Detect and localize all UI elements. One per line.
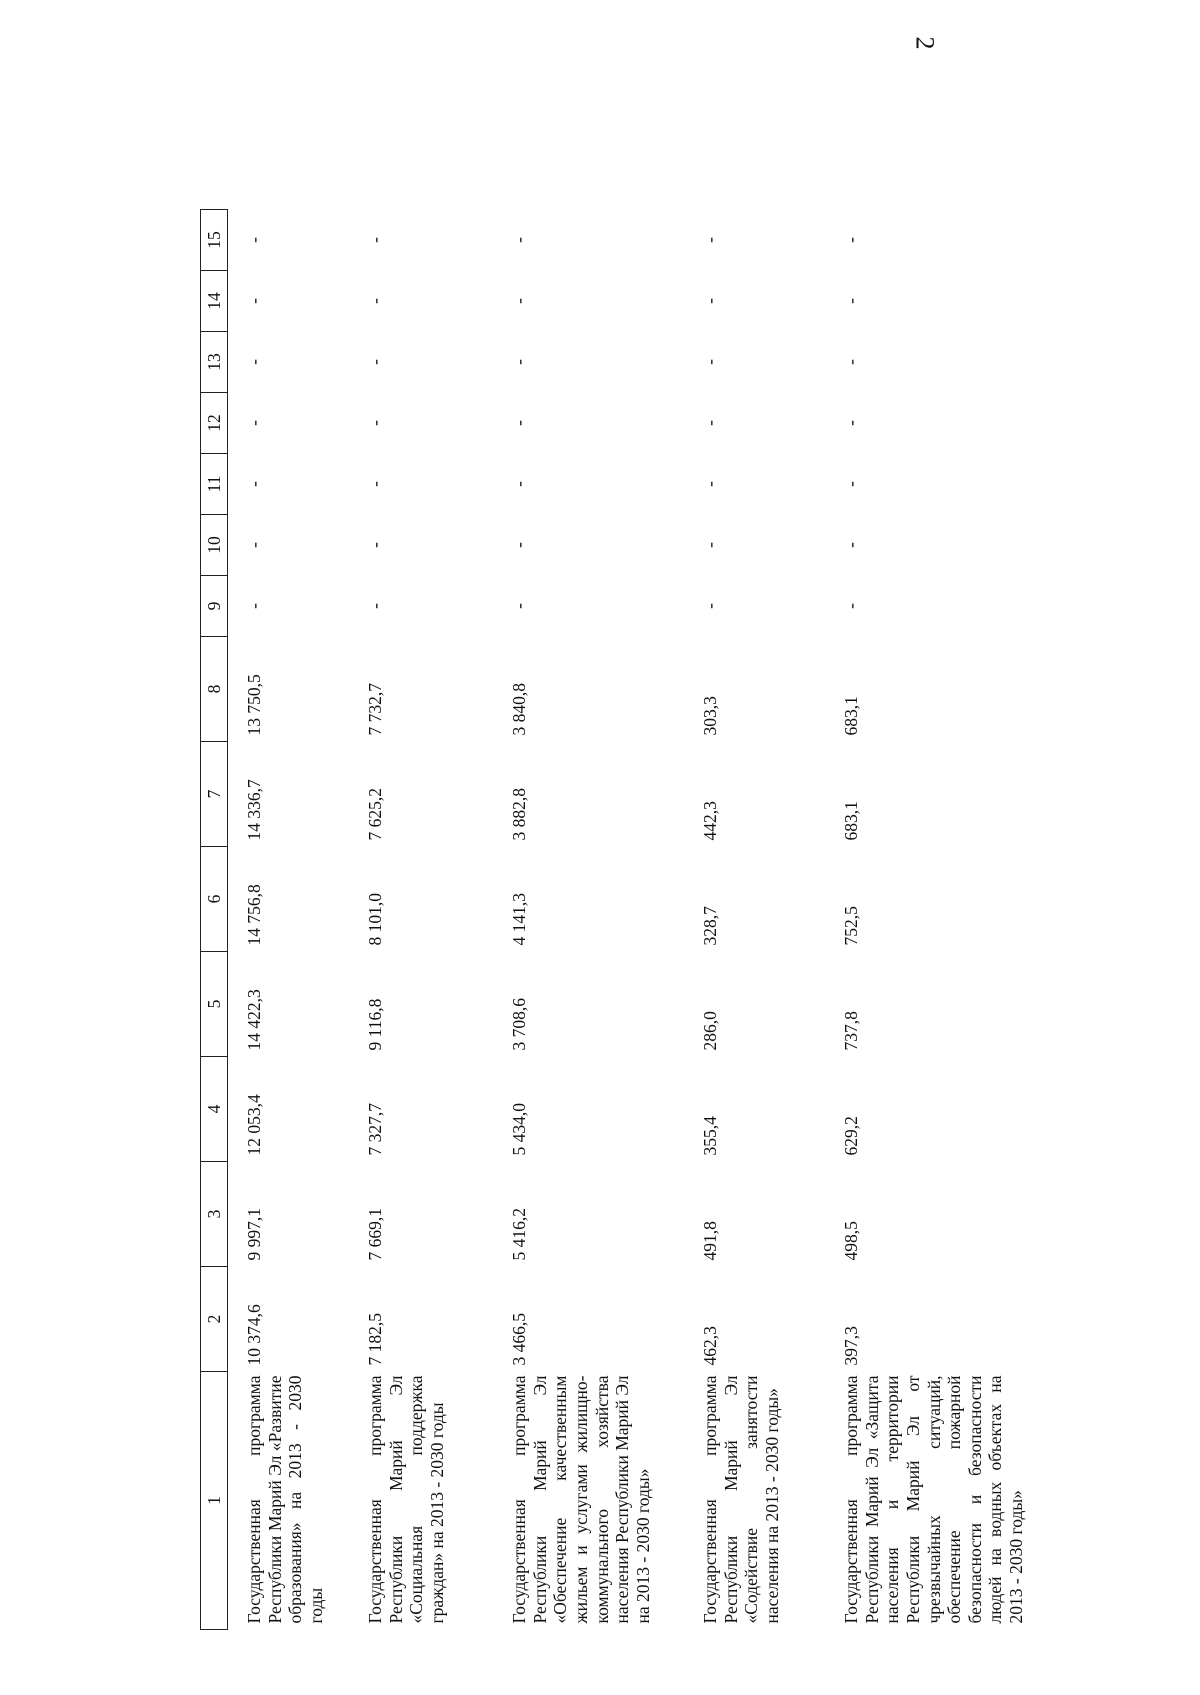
value-cell: - [509, 420, 529, 426]
value-cell: 10 374,6 [244, 1304, 264, 1366]
value-cell: 5 416,2 [509, 1208, 529, 1261]
value-cell: - [841, 237, 861, 243]
column-header: 5 [201, 952, 228, 1057]
value-cell: - [365, 481, 385, 487]
rotated-table-stage [200, 20, 1027, 1630]
value-cell: - [700, 420, 720, 426]
value-cell: - [700, 359, 720, 365]
column-header: 1 [201, 1372, 228, 1630]
value-cell: 7 732,7 [365, 683, 385, 736]
value-cell: - [244, 603, 264, 609]
value-cell: 3 466,5 [509, 1313, 529, 1366]
value-cell: 5 434,0 [509, 1103, 529, 1156]
program-description: Государственная программа Республики Марий Эл «Обеспечение качественным жильем и услугами жилищно-коммунального хозяйства населения Республики Марий Эл на 2013 - 2030 годы» [509, 1375, 653, 1624]
table-row [825, 210, 1037, 1630]
page-number: 2 [910, 36, 940, 50]
value-cell: - [244, 481, 264, 487]
header-row [201, 210, 228, 1630]
value-cell: - [365, 542, 385, 548]
budget-table [200, 209, 1037, 1630]
column-header: 6 [201, 847, 228, 952]
value-cell: - [244, 359, 264, 365]
value-cell: 8 101,0 [365, 893, 385, 946]
column-header: 9 [201, 576, 228, 637]
value-cell: - [365, 603, 385, 609]
table-row [349, 210, 493, 1630]
value-cell: - [244, 542, 264, 548]
value-cell: 13 750,5 [244, 674, 264, 736]
value-cell: 491,8 [700, 1221, 720, 1261]
value-cell: - [509, 237, 529, 243]
value-cell: 629,2 [841, 1116, 861, 1156]
column-header: 7 [201, 742, 228, 847]
value-cell: 683,1 [841, 696, 861, 736]
value-cell: - [509, 542, 529, 548]
value-cell: 14 756,8 [244, 884, 264, 946]
column-header: 15 [201, 210, 228, 271]
value-cell: - [365, 237, 385, 243]
value-cell: 355,4 [700, 1116, 720, 1156]
value-cell: 9 997,1 [244, 1208, 264, 1261]
value-cell: - [841, 481, 861, 487]
value-cell: - [841, 298, 861, 304]
value-cell: 303,3 [700, 696, 720, 736]
value-cell: 7 327,7 [365, 1103, 385, 1156]
value-cell: 498,5 [841, 1221, 861, 1261]
column-header: 11 [201, 454, 228, 515]
column-header: 10 [201, 515, 228, 576]
value-cell: 14 336,7 [244, 779, 264, 841]
value-cell: - [841, 420, 861, 426]
value-cell: 286,0 [700, 1011, 720, 1051]
value-cell: - [509, 359, 529, 365]
value-cell: - [365, 420, 385, 426]
value-cell: - [841, 542, 861, 548]
value-cell: 752,5 [841, 906, 861, 946]
value-cell: - [244, 237, 264, 243]
program-description: Государственная программа Республики Марий Эл «Защита населения и территории Республики Марий Эл от чрезвычайных ситуаций, обеспечение пожарной безопасности и безопасности людей на водных объектах на 2013 - 2030 годы» [841, 1375, 1027, 1624]
program-description: Государственная программа Республики Марий Эл «Содействие занятости населения на 2013 - 2030 годы» [700, 1375, 782, 1624]
value-cell: - [700, 298, 720, 304]
value-cell: - [365, 359, 385, 365]
table-row [228, 210, 350, 1630]
table-row [684, 210, 825, 1630]
value-cell: 7 669,1 [365, 1208, 385, 1261]
column-header: 3 [201, 1162, 228, 1267]
value-cell: - [700, 542, 720, 548]
column-header: 4 [201, 1057, 228, 1162]
value-cell: 3 840,8 [509, 683, 529, 736]
value-cell: - [244, 420, 264, 426]
program-description: Государственная программа Республики Марий Эл «Развитие образования» на 2013 - 2030 годы [244, 1375, 326, 1624]
value-cell: 737,8 [841, 1011, 861, 1051]
value-cell: - [244, 298, 264, 304]
value-cell: - [509, 298, 529, 304]
column-header: 12 [201, 393, 228, 454]
value-cell: - [509, 481, 529, 487]
table-row [493, 210, 684, 1630]
column-header: 13 [201, 332, 228, 393]
value-cell: - [509, 603, 529, 609]
value-cell: 4 141,3 [509, 893, 529, 946]
value-cell: - [700, 481, 720, 487]
value-cell: 3 882,8 [509, 788, 529, 841]
column-header: 8 [201, 637, 228, 742]
value-cell: 14 422,3 [244, 989, 264, 1051]
value-cell: 397,3 [841, 1326, 861, 1366]
value-cell: - [841, 359, 861, 365]
value-cell: 7 625,2 [365, 788, 385, 841]
value-cell: 683,1 [841, 801, 861, 841]
column-header: 14 [201, 271, 228, 332]
value-cell: - [700, 237, 720, 243]
value-cell: 3 708,6 [509, 998, 529, 1051]
value-cell: 7 182,5 [365, 1313, 385, 1366]
value-cell: - [841, 603, 861, 609]
value-cell: 462,3 [700, 1326, 720, 1366]
value-cell: 328,7 [700, 906, 720, 946]
column-header: 2 [201, 1267, 228, 1372]
value-cell: 12 053,4 [244, 1094, 264, 1156]
value-cell: - [700, 603, 720, 609]
program-description: Государственная программа Республики Марий Эл «Социальная поддержка граждан» на 2013 - 2030 годы [365, 1375, 447, 1624]
value-cell: 9 116,8 [365, 998, 385, 1051]
value-cell: - [365, 298, 385, 304]
value-cell: 442,3 [700, 801, 720, 841]
